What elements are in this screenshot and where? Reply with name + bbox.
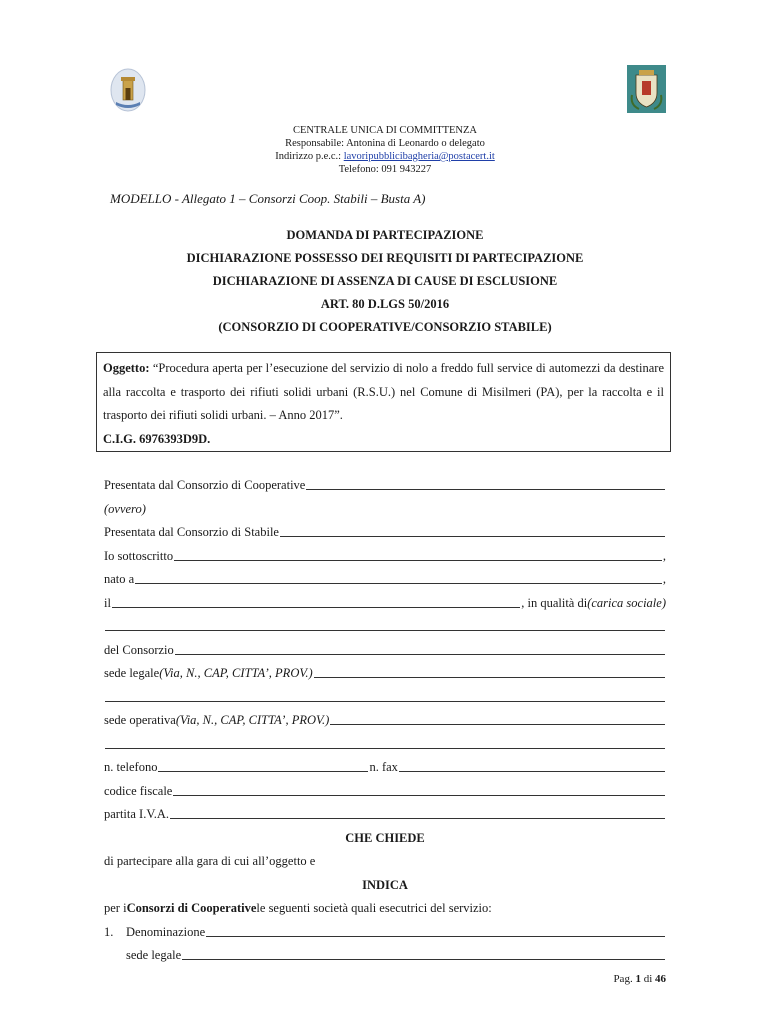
header-responsabile: Responsabile: Antonina di Leonardo o delegato	[285, 138, 485, 149]
blank-field[interactable]	[314, 662, 665, 678]
form-line-sede-legale: sede legale (Via, N., CAP, CITTA’, PROV.)	[104, 662, 666, 686]
oggetto-box	[96, 352, 671, 452]
form-line-denominazione: 1. Denominazione	[104, 921, 666, 945]
form-body	[104, 474, 666, 968]
form-line-sede-operativa: sede operativa (Via, N., CAP, CITTA’, PROV.)	[104, 709, 666, 733]
che-chiede-heading: CHE CHIEDE	[345, 830, 425, 845]
title-line: DICHIARAZIONE POSSESSO DEI REQUISITI DI PARTECIPAZIONE	[186, 251, 584, 265]
per-consorzi-text: per i Consorzi di Cooperative le seguenti società quali esecutrici del servizio:	[104, 901, 492, 915]
form-line-sottoscritto: Io sottoscritto ,	[104, 545, 666, 569]
cig-code: C.I.G. 6976393D9D.	[103, 431, 211, 446]
form-line-il: il , in qualità di (carica sociale)	[104, 592, 666, 616]
page-number: Pag. 1 di 46	[613, 973, 666, 985]
header-pec: Indirizzo p.e.c.: lavoripubblicibagheria@postacert.it	[275, 151, 495, 162]
municipal-emblem-left-icon	[110, 68, 146, 112]
document-titles	[0, 226, 770, 341]
title-line: (CONSORZIO DI COOPERATIVE/CONSORZIO STABILE)	[218, 320, 552, 334]
blank-field[interactable]	[105, 615, 665, 631]
document-header	[0, 124, 770, 176]
blank-field[interactable]	[330, 709, 665, 725]
title-line: ART. 80 D.LGS 50/2016	[320, 297, 450, 311]
form-line-sede-legale-item: sede legale	[104, 944, 666, 968]
form-line-nato: nato a ,	[104, 568, 666, 592]
municipal-emblem-right-icon	[627, 65, 666, 113]
form-line-consorzio: del Consorzio	[104, 639, 666, 663]
form-line-consorzio-stabile: Presentata dal Consorzio di Stabile	[104, 521, 666, 545]
blank-field[interactable]	[170, 803, 665, 819]
blank-field[interactable]	[306, 474, 665, 490]
title-line: DOMANDA DI PARTECIPAZIONE	[286, 228, 484, 242]
indica-heading: INDICA	[362, 877, 408, 892]
oggetto-text: “Procedura aperta per l’esecuzione del servizio di nolo a freddo full service di automezzi da destinare alla raccolta e trasporto dei rifiuti solidi urbani (R.S.U.) nel Comune di Misilmeri (PA), per la raccolta e il trasporto dei rifiuti solidi urbani. – Anno 2017”.	[103, 361, 664, 422]
blank-field[interactable]	[174, 545, 662, 561]
form-line-blank	[104, 686, 666, 710]
blank-field[interactable]	[105, 686, 665, 702]
form-line-ovvero: (ovvero)	[104, 501, 146, 516]
form-line-blank	[104, 733, 666, 757]
pec-email-link[interactable]: lavoripubblicibagheria@postacert.it	[343, 151, 495, 162]
header-phone: Telefono: 091 943227	[338, 164, 432, 175]
form-line-partita-iva: partita I.V.A.	[104, 803, 666, 827]
oggetto-label: Oggetto:	[103, 361, 150, 375]
blank-field[interactable]	[206, 921, 665, 937]
form-line-codice-fiscale: codice fiscale	[104, 780, 666, 804]
blank-field[interactable]	[175, 639, 665, 655]
blank-field[interactable]	[112, 592, 520, 608]
blank-field[interactable]	[158, 756, 368, 772]
blank-field[interactable]	[280, 521, 665, 537]
form-line-blank	[104, 615, 666, 639]
modello-label: MODELLO - Allegato 1 – Consorzi Coop. Stabili – Busta A)	[110, 191, 426, 206]
partecipare-text: di partecipare alla gara di cui all’oggetto e	[104, 854, 316, 868]
header-office: CENTRALE UNICA DI COMMITTENZA	[292, 125, 478, 136]
form-line-telefono-fax: n. telefono n. fax	[104, 756, 666, 780]
title-line: DICHIARAZIONE DI ASSENZA DI CAUSE DI ESCLUSIONE	[212, 274, 558, 288]
blank-field[interactable]	[135, 568, 662, 584]
blank-field[interactable]	[105, 733, 665, 749]
form-line-consorzio-coop: Presentata dal Consorzio di Cooperative	[104, 474, 666, 498]
blank-field[interactable]	[173, 780, 665, 796]
blank-field[interactable]	[182, 944, 665, 960]
blank-field[interactable]	[399, 756, 665, 772]
